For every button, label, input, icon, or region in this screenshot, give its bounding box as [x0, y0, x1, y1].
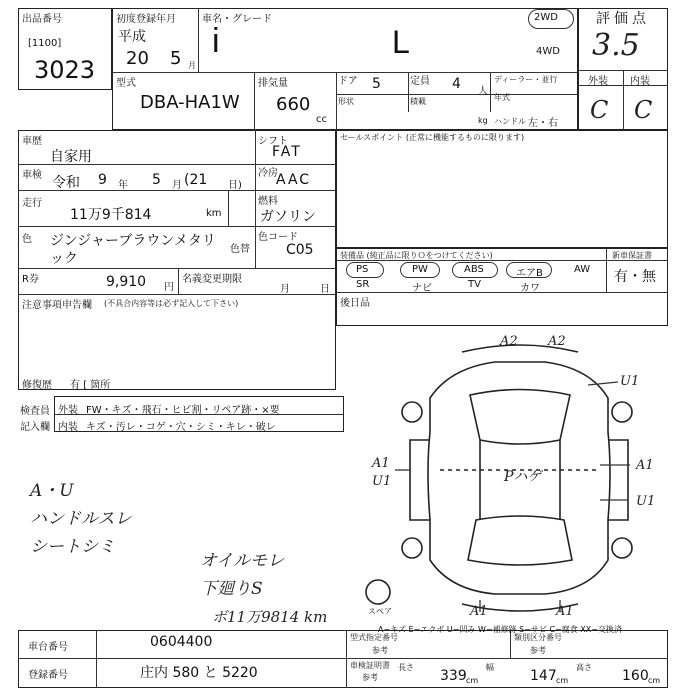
equipment-pw: PW: [412, 264, 428, 275]
inspection-month-unit: 月: [172, 180, 182, 191]
color-label: 色: [22, 234, 32, 245]
score-label: 評価点: [596, 11, 650, 27]
note-under: 下廻りS: [200, 579, 263, 599]
first-reg-month-unit: 月: [188, 61, 196, 70]
diagram-u1-left: U1: [372, 474, 392, 489]
notes-label: 注意事項申告欄: [22, 300, 92, 311]
mileage-label: 走行: [22, 198, 42, 209]
diagram-a1-left: A1: [372, 456, 390, 471]
model-label: 型式: [116, 78, 136, 89]
doors-label: ドア: [338, 76, 358, 87]
load-label: 積載: [410, 97, 426, 106]
diagram-spare: スペア: [368, 607, 392, 616]
inspector-int-label: 内装: [58, 422, 78, 433]
equipment-airbag-circle: [506, 262, 552, 278]
inspector-ext-items: FW・キズ・飛石・ヒビ割・リペア跡・×要: [86, 405, 280, 416]
dims-label: 車検証明書: [350, 661, 390, 670]
note-handle: ハンドルスレ: [30, 509, 132, 529]
sales-point-box: [336, 130, 668, 248]
repair-label: 修復歴: [22, 380, 52, 391]
length-label: 長さ: [398, 663, 414, 672]
equipment-ps-circle: [346, 262, 384, 278]
diagram-a1-bottom-left: A1: [470, 604, 488, 619]
warranty-value: 有・無: [614, 269, 656, 285]
diagram-a2-right: A2: [548, 334, 566, 349]
diagram-u1-right-top: U1: [620, 374, 640, 389]
displacement-value: 660: [276, 94, 311, 115]
chassis-label: 車台番号: [28, 642, 68, 653]
color-value: ジンジャーブラウンメタリック: [50, 233, 216, 267]
aircon-label: 冷房: [258, 168, 278, 179]
warranty-label: 新車保証書: [612, 251, 652, 260]
capacity-value: 4: [452, 76, 461, 92]
equipment-sr: SR: [356, 279, 370, 290]
color-code-value: C05: [286, 242, 314, 258]
category-number-ref: 参考: [530, 646, 546, 655]
shift-value: FAT: [272, 144, 302, 160]
sales-point-label: セールスポイント (正常に機能するものに限ります): [340, 133, 525, 142]
diagram-u1-right-bottom: U1: [636, 494, 656, 509]
equipment-abs: ABS: [464, 264, 484, 275]
recycle-unit: 円: [164, 282, 174, 293]
inspector-label: 検査員: [20, 406, 50, 417]
lot-label: 出品番号: [22, 14, 62, 25]
car-label: 車名・グレード: [202, 14, 272, 25]
width-label: 幅: [486, 663, 494, 672]
inspection-year-unit: 年: [118, 180, 128, 191]
equipment-pw-circle: [400, 262, 440, 278]
type-designation-ref: 参考: [372, 646, 388, 655]
aircon-value: AAC: [276, 172, 312, 188]
interior-label: 内装: [630, 76, 650, 87]
handle-label: ハンドル: [494, 117, 526, 126]
rear-seat-label: 後日品: [340, 298, 370, 309]
drive-4wd: 4WD: [536, 46, 560, 57]
diagram-a2-left: A2: [500, 334, 518, 349]
capacity-label: 定員: [410, 76, 430, 87]
color-code-label: 色コード: [258, 232, 298, 243]
length-unit: cm: [466, 676, 479, 685]
title-expiry-month: 月: [280, 284, 290, 295]
damage-legend: A−キズ E−エクボ U−凹み W−補修跡 S−サビ C−腐食 XX−交換済: [378, 625, 622, 634]
capacity-unit: 人: [478, 86, 488, 97]
score-value: 3.5: [592, 28, 640, 63]
title-expiry-label: 名義変更期限: [182, 274, 242, 285]
mileage-value: 11万9千814: [70, 207, 152, 223]
equipment-leather: カワ: [520, 283, 540, 294]
dims-ref: 参考: [362, 673, 378, 682]
history-label: 車歴: [22, 136, 42, 147]
equipment-navi: ナビ: [412, 283, 432, 294]
interior-grade: C: [634, 96, 653, 124]
recycle-value: 9,910: [106, 274, 147, 290]
type-designation-label: 型式指定番号: [350, 633, 398, 642]
doors-value: 5: [372, 76, 381, 92]
lot-number: 3023: [34, 56, 96, 84]
note-au: A・U: [30, 481, 74, 501]
first-reg-year: 20: [126, 48, 149, 69]
note-km: ボ11万9814 km: [212, 608, 328, 626]
notes-hint: (不具合内容等は必ず記入して下さい): [104, 299, 239, 308]
history-value: 自家用: [50, 149, 92, 165]
length-value: 339: [440, 668, 467, 684]
inspector-int-items: キズ・汚レ・コゲ・穴・シミ・キレ・破レ: [86, 422, 276, 433]
dealer-label: ディーラー・並行: [494, 75, 558, 84]
width-unit: cm: [556, 676, 569, 685]
category-number-label: 類別区分番号: [514, 633, 562, 642]
recycle-label: R券: [22, 274, 39, 285]
height-label: 高さ: [576, 663, 592, 672]
model-year-label: 年式: [494, 93, 510, 102]
diagram-a1-bottom-right: A1: [556, 604, 574, 619]
inspection-day: (21: [184, 172, 208, 188]
height-unit: cm: [648, 676, 661, 685]
inspector-ext-label: 外装: [58, 405, 78, 416]
diagram-a1-right: A1: [636, 458, 654, 473]
bottom-box: [18, 630, 668, 688]
first-reg-era: 平成: [118, 29, 146, 45]
car-name: i: [212, 22, 220, 60]
note-seat: シートシミ: [30, 537, 115, 557]
inspection-label: 車検: [22, 170, 42, 181]
note-oil: オイルモレ: [200, 551, 285, 571]
repair-value: 有 [ 箇所: [70, 380, 111, 391]
displacement-label: 排気量: [258, 78, 288, 89]
load-unit: kg: [478, 116, 488, 125]
color-change-label: 色替: [230, 244, 250, 255]
equipment-label: 装備品 (純正品に限りＯをつけてください): [340, 251, 493, 260]
equipment-abs-circle: [452, 262, 498, 278]
equipment-airbag: エアB: [516, 268, 543, 279]
car-grade: L: [392, 24, 410, 60]
reg-label: 登録番号: [28, 670, 68, 681]
equipment-ps: PS: [356, 264, 369, 275]
title-expiry-day: 日: [320, 284, 330, 295]
model-value: DBA-HA1W: [140, 92, 240, 113]
height-value: 160: [622, 668, 649, 684]
first-reg-month: 5: [170, 48, 182, 69]
inspector-label2: 記入欄: [20, 422, 50, 433]
displacement-unit: cc: [316, 114, 327, 125]
fuel-label: 燃料: [258, 196, 278, 207]
fuel-value: ガソリン: [260, 209, 316, 225]
equipment-aw: AW: [574, 264, 591, 275]
chassis-value: 0604400: [150, 634, 213, 650]
inspection-month: 5: [152, 172, 161, 188]
handle-value: 左・右: [528, 118, 558, 129]
lot-code: [1100]: [28, 38, 62, 49]
mileage-unit: km: [206, 208, 222, 219]
exterior-label: 外装: [588, 76, 608, 87]
shape-label: 形状: [338, 97, 354, 106]
inspection-day-unit: 日): [228, 180, 242, 191]
reg-value: 庄内 580 と 5220: [140, 665, 258, 681]
equipment-tv: TV: [468, 279, 481, 290]
diagram-center-note: Pハゲ: [504, 469, 542, 485]
inspection-era: 令和: [52, 175, 80, 191]
first-reg-label: 初度登録年月: [116, 14, 176, 25]
inspection-year: 9: [98, 172, 107, 188]
drive-2wd: 2WD: [534, 12, 558, 23]
exterior-grade: C: [590, 96, 609, 124]
width-value: 147: [530, 668, 557, 684]
shift-label: シフト: [258, 136, 288, 147]
